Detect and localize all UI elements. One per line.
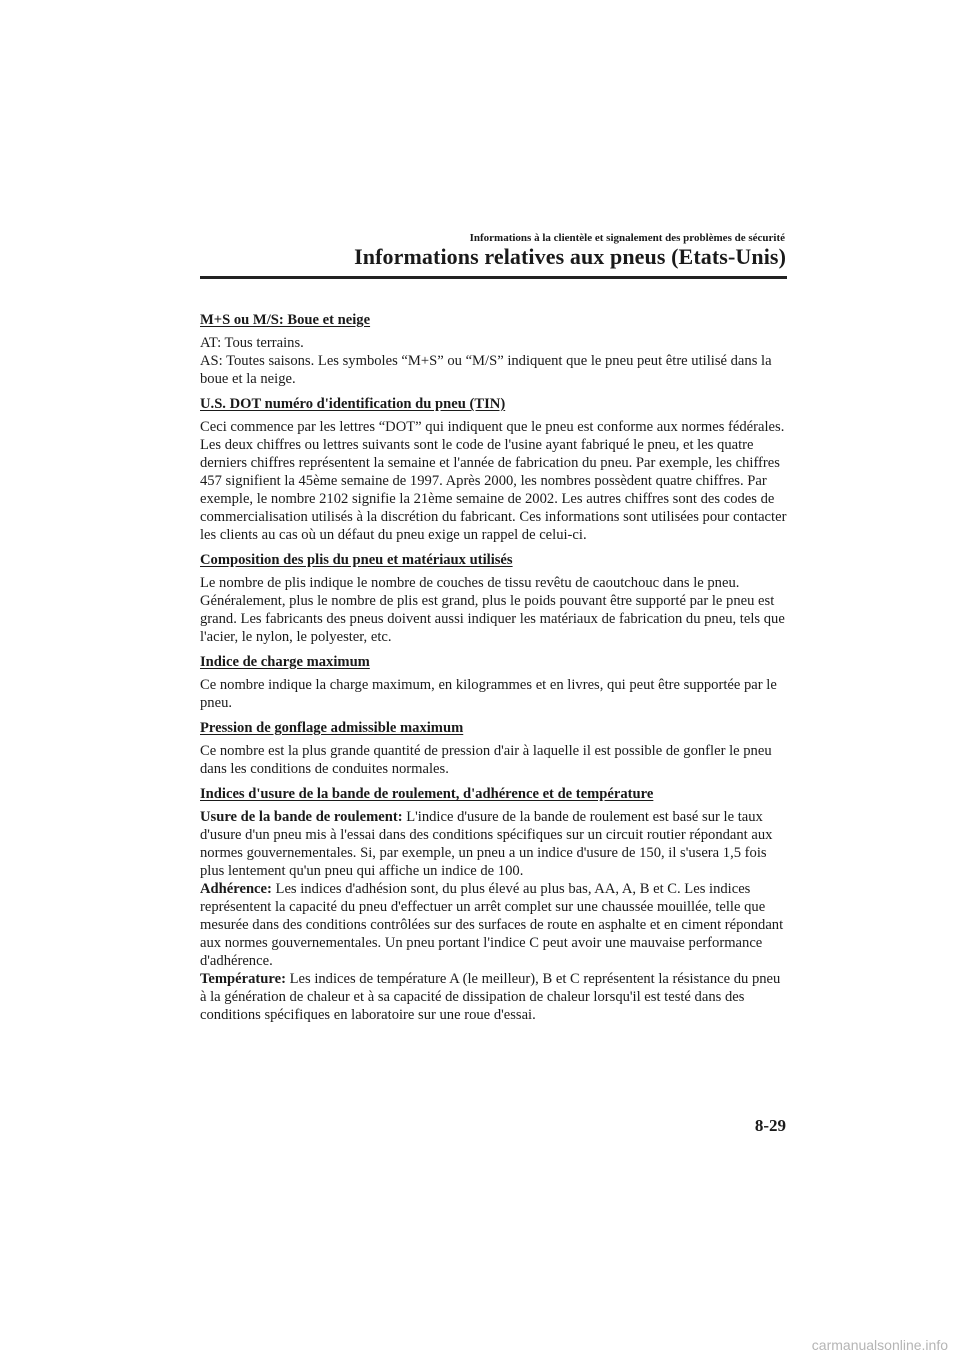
- paragraph-max-pressure: Ce nombre est la plus grande quantité de pression d'air à laquelle il est possible de gonfler le pneu dans les conditions de conduites normales.: [200, 743, 772, 777]
- utqg-items: [200, 808, 790, 1024]
- section-title-max-pressure: Pression de gonflage admissible maximum: [200, 720, 464, 736]
- paragraph-as: AS: Toutes saisons. Les symboles “M+S” ou “M/S” indiquent que le pneu peut être utilisé dans la boue et la neige.: [200, 353, 772, 387]
- paragraph-ply-composition: Le nombre de plis indique le nombre de couches de tissu revêtu de caoutchouc dans le pneu. Généralement, plus le nombre de plis est grand, plus le poids pouvant être supporté par le pneu est grand. Les fabricants des pneus doivent aussi indiquer les matériaux de fabrication du pneu, tels que l'acier, le nylon, le polyester, etc.: [200, 575, 785, 645]
- section-title-ply-composition: Composition des plis du pneu et matériaux utilisés: [200, 552, 513, 568]
- section-title-max-load: Indice de charge maximum: [200, 654, 370, 670]
- item-text-treadwear: L'indice d'usure de la bande de roulement est basé sur le taux d'usure d'un pneu mis à l'essai dans des conditions spécifiques sur un circuit routier répondant aux normes gouvernementales. Si, par exemple, un pneu a un indice d'usure de 150, il s'usera 1,5 fois plus lentement qu'un pneu qui affiche un indice de 100.: [200, 809, 773, 879]
- section-ply-composition: [200, 551, 790, 646]
- section-body-ms: [200, 334, 790, 388]
- paragraph-max-load: Ce nombre indique la charge maximum, en kilogrammes et en livres, qui peut être supportée par le pneu.: [200, 677, 777, 711]
- section-title-dot-tin: U.S. DOT numéro d'identification du pneu (TIN): [200, 396, 506, 412]
- item-treadwear: [200, 808, 790, 880]
- item-label-traction: Adhérence:: [200, 881, 272, 897]
- section-max-load: [200, 653, 790, 712]
- section-ms: [200, 311, 790, 388]
- paragraph-at: AT: Tous terrains.: [200, 335, 304, 351]
- item-text-traction: Les indices d'adhésion sont, du plus élevé au plus bas, AA, A, B et C. Les indices représentent la capacité du pneu d'effectuer un arrêt complet sur une chaussée mouillée, telle que mesurée dans des conditions contrôlées sur des surfaces de route en asphalte et en ciment répondant aux normes gouvernementales. Un pneu portant l'indice C peut avoir une mauvaise performance d'adhérence.: [200, 881, 784, 969]
- section-title-utqg: Indices d'usure de la bande de roulement, d'adhérence et de température: [200, 786, 654, 802]
- section-title-ms: M+S ou M/S: Boue et neige: [200, 312, 371, 328]
- item-text-temperature: Les indices de température A (le meilleur), B et C représentent la résistance du pneu à la génération de chaleur et à sa capacité de dissipation de chaleur lorsqu'il est testé dans des conditions spécifiques en laboratoire sur une roue d'essai.: [200, 971, 781, 1023]
- section-max-pressure: [200, 719, 790, 778]
- section-dot-tin: [200, 395, 790, 544]
- header-rule: [200, 276, 787, 279]
- page-number: 8-29: [754, 1116, 786, 1135]
- chapter-subtitle: Informations à la clientèle et signalement des problèmes de sécurité: [469, 232, 785, 244]
- paragraph-dot-tin: Ceci commence par les lettres “DOT” qui indiquent que le pneu est conforme aux normes fédérales. Les deux chiffres ou lettres suivants sont le code de l'usine ayant fabriqué le pneu, et les quatre derniers chiffres représentent la semaine et l'année de fabrication du pneu. Par exemple, les chiffres 457 signifient la 45ème semaine de 1997. Après 2000, les nombres possèdent quatre chiffres. Par exemple, le nombre 2102 signifie la 21ème semaine de 2002. Les autres chiffres sont des codes de commercialisation utilisés à la discrétion du fabricant. Ces informations sont utilisées pour contacter les clients au cas où un défaut du pneu exige un rappel de celui-ci.: [200, 419, 787, 543]
- item-traction: [200, 880, 790, 970]
- item-temperature: [200, 970, 790, 1024]
- watermark: carmanualsonline.info: [811, 1337, 948, 1353]
- item-label-treadwear: Usure de la bande de roulement:: [200, 809, 403, 825]
- section-utqg: [200, 785, 790, 1024]
- item-label-temperature: Température:: [200, 971, 286, 987]
- page-title: Informations relatives aux pneus (Etats-Unis): [354, 244, 786, 269]
- page-content: [200, 311, 790, 1031]
